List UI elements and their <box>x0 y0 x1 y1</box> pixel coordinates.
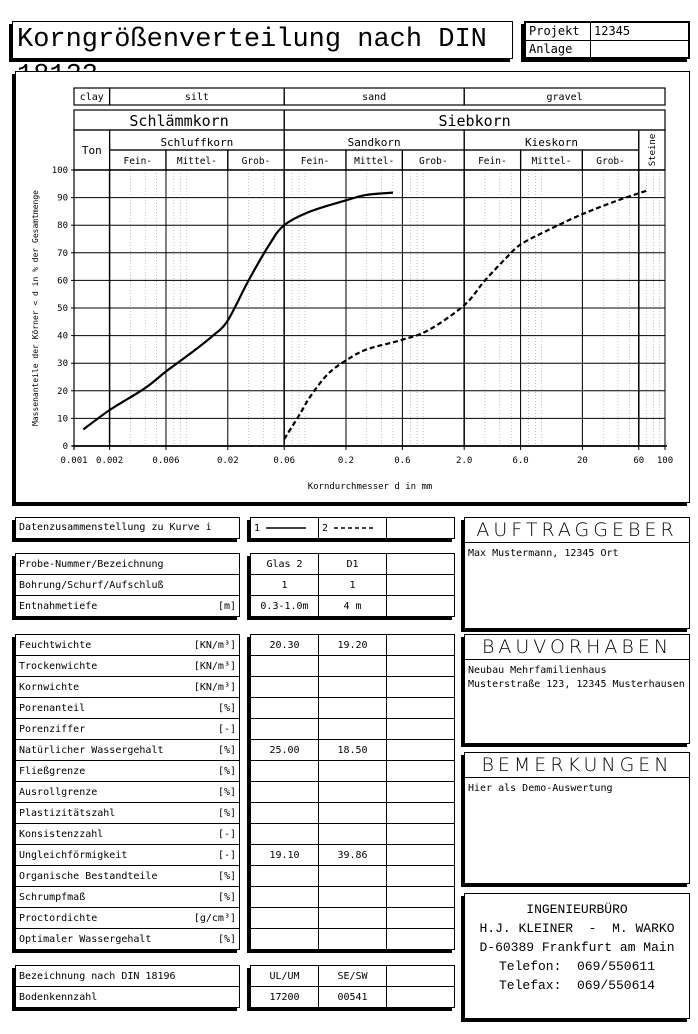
property-value <box>319 929 387 950</box>
property-value <box>387 761 455 782</box>
property-label: Natürlicher Wassergehalt [%] <box>16 740 240 761</box>
property-value <box>319 698 387 719</box>
tiefe-value-1: 0.3-1.0m <box>251 596 319 617</box>
property-row <box>251 782 455 803</box>
property-value <box>319 908 387 929</box>
office-phone: Telefon: 069/550611 <box>498 959 656 974</box>
property-value <box>387 845 455 866</box>
property-row <box>251 761 455 782</box>
property-value <box>251 908 319 929</box>
y-axis-label: Massenanteile der Körner < d in % der Gesamtmenge <box>31 189 40 427</box>
bodenkennzahl-value-1: 17200 <box>251 987 319 1008</box>
sample-labels <box>15 553 240 617</box>
x-tick-label: 0.02 <box>216 456 239 466</box>
din18196-value-1: UL/UM <box>251 966 319 987</box>
subgroup-label: Fein- <box>300 156 330 167</box>
bemerkungen-section <box>464 752 690 884</box>
property-value <box>319 719 387 740</box>
english-class-label: sand <box>362 92 387 103</box>
bodenkennzahl-label: Bodenkennzahl <box>16 987 240 1008</box>
property-label: Ausrollgrenze [%] <box>16 782 240 803</box>
property-value <box>251 824 319 845</box>
classification-labels <box>15 965 240 1008</box>
property-value <box>251 719 319 740</box>
property-label: Kornwichte [KN/m³] <box>16 677 240 698</box>
property-value <box>387 656 455 677</box>
property-label: Optimaler Wassergehalt [%] <box>16 929 240 950</box>
probe-value-1: Glas 2 <box>251 554 319 575</box>
property-row <box>251 866 455 887</box>
property-value <box>319 866 387 887</box>
property-value <box>251 887 319 908</box>
office-address: D-60389 Frankfurt am Main <box>479 940 675 955</box>
english-class-label: clay <box>79 92 104 103</box>
x-tick-label: 0.001 <box>60 456 88 466</box>
classification-header <box>74 88 665 170</box>
property-value <box>387 782 455 803</box>
subgroup-label: Mittel- <box>176 156 217 167</box>
y-tick-label: 40 <box>57 331 68 342</box>
property-values <box>250 634 455 950</box>
property-value <box>387 887 455 908</box>
property-value <box>387 719 455 740</box>
property-row <box>251 908 455 929</box>
property-value <box>319 803 387 824</box>
property-row <box>251 677 455 698</box>
y-tick-label: 20 <box>57 386 68 397</box>
x-tick-label: 60 <box>633 456 645 466</box>
property-value <box>251 656 319 677</box>
property-row <box>251 719 455 740</box>
y-tick-label: 90 <box>57 193 68 204</box>
subgroup-label: Fein- <box>123 156 153 167</box>
property-value <box>251 677 319 698</box>
property-value: 19.10 <box>251 845 319 866</box>
property-value <box>387 698 455 719</box>
subgroup-label: Grob- <box>241 156 271 167</box>
property-value <box>387 740 455 761</box>
din18196-label: Bezeichnung nach DIN 18196 <box>16 966 240 987</box>
group-label-steine: Steine <box>647 133 658 167</box>
x-tick-label: 100 <box>656 456 674 466</box>
y-tick-label: 60 <box>57 276 68 287</box>
group-label: Kieskorn <box>524 136 578 149</box>
summary-header-label: Datenzusammenstellung zu Kurve i <box>15 517 240 539</box>
bauvorhaben-section <box>464 634 690 744</box>
property-value: 18.50 <box>319 740 387 761</box>
x-tick-label: 6.0 <box>512 456 529 466</box>
x-tick-label: 0.002 <box>96 456 124 466</box>
auftraggeber-heading: AUFTRAGGEBER <box>465 518 689 543</box>
property-value <box>319 824 387 845</box>
property-value: 19.20 <box>319 635 387 656</box>
property-label: Ungleichförmigkeit [-] <box>16 845 240 866</box>
group-label: Sandkorn <box>347 136 401 149</box>
anlage-label: Anlage <box>526 40 591 58</box>
property-value <box>319 761 387 782</box>
x-tick-label: 0.006 <box>152 456 180 466</box>
property-value <box>251 698 319 719</box>
auftraggeber-section <box>464 517 690 629</box>
y-tick-label: 100 <box>51 166 68 176</box>
property-row <box>251 740 455 761</box>
property-labels <box>15 634 240 950</box>
property-row <box>251 635 455 656</box>
main-class-label: Siebkorn <box>438 112 511 130</box>
probe-value-3 <box>387 554 455 575</box>
solid-line-sample <box>266 525 306 531</box>
bauvorhaben-heading: BAUVORHABEN <box>465 635 689 660</box>
chart-grid <box>74 170 665 446</box>
property-value <box>387 866 455 887</box>
x-tick-label: 0.06 <box>273 456 296 466</box>
property-label: Fließgrenze [%] <box>16 761 240 782</box>
group-label: Ton <box>81 144 102 157</box>
bohrung-value-3 <box>387 575 455 596</box>
subgroup-label: Grob- <box>596 156 625 167</box>
property-value: 20.30 <box>251 635 319 656</box>
sample-values <box>250 553 455 617</box>
bemerkungen-line: Hier als Demo-Auswertung <box>468 783 613 794</box>
y-tick-label: 80 <box>57 221 68 232</box>
x-tick-label: 20 <box>576 456 588 466</box>
property-label: Konsistenzzahl [-] <box>16 824 240 845</box>
property-value <box>251 929 319 950</box>
subgroup-label: Fein- <box>478 156 507 167</box>
property-value <box>251 866 319 887</box>
y-tick-label: 50 <box>57 304 68 314</box>
bodenkennzahl-value-3 <box>387 987 455 1008</box>
group-label: Schluffkorn <box>160 136 234 149</box>
subgroup-label: Grob- <box>418 156 448 167</box>
property-row <box>251 845 455 866</box>
legend-curve-1: 1 <box>251 518 319 539</box>
property-value <box>387 635 455 656</box>
x-tick-label: 0.6 <box>394 456 411 466</box>
engineering-office-box <box>464 893 690 1019</box>
y-tick-label: 30 <box>57 359 68 370</box>
document-title: Korngrößenverteilung nach DIN <box>12 21 513 59</box>
property-row <box>251 824 455 845</box>
property-label: Trockenwichte [KN/m³] <box>16 656 240 677</box>
tiefe-value-2: 4 m <box>319 596 387 617</box>
tiefe-label: Entnahmetiefe [m] <box>16 596 240 617</box>
english-class-label: silt <box>184 92 209 103</box>
y-tick-label: 0 <box>62 442 68 452</box>
legend-curve-3 <box>387 518 455 539</box>
main-class-label: Schlämmkorn <box>129 112 229 130</box>
property-row <box>251 887 455 908</box>
auftraggeber-line: Max Mustermann, 12345 Ort <box>468 548 619 559</box>
classification-values <box>250 965 455 1008</box>
probe-label: Probe-Nummer/Bezeichnung <box>16 554 240 575</box>
property-value <box>251 803 319 824</box>
property-row <box>251 656 455 677</box>
curve-legend <box>250 517 455 539</box>
probe-value-2: D1 <box>319 554 387 575</box>
office-fax: Telefax: 069/550614 <box>498 978 656 993</box>
office-partners: H.J. KLEINER - M. WARKO <box>479 921 675 936</box>
property-value <box>387 929 455 950</box>
property-value <box>387 908 455 929</box>
bohrung-value-2: 1 <box>319 575 387 596</box>
din18196-value-3 <box>387 966 455 987</box>
english-class-label: gravel <box>546 92 583 103</box>
bauvorhaben-line: Musterstraße 123, 12345 Musterhausen <box>468 679 685 690</box>
din18196-value-2: SE/SW <box>319 966 387 987</box>
property-row <box>251 698 455 719</box>
property-value <box>319 887 387 908</box>
y-tick-label: 70 <box>57 248 68 259</box>
property-label: Feuchtwichte [KN/m³] <box>16 635 240 656</box>
property-value <box>319 677 387 698</box>
subgroup-label: Mittel- <box>531 156 572 167</box>
tiefe-value-3 <box>387 596 455 617</box>
bohrung-value-1: 1 <box>251 575 319 596</box>
property-value <box>251 761 319 782</box>
property-value <box>319 782 387 803</box>
x-axis-label: Korndurchmesser d in mm <box>307 482 433 492</box>
property-label: Organische Bestandteile [%] <box>16 866 240 887</box>
property-value <box>251 782 319 803</box>
property-value <box>387 677 455 698</box>
property-row <box>251 929 455 950</box>
property-value <box>387 803 455 824</box>
property-value: 39.86 <box>319 845 387 866</box>
property-label: Schrumpfmaß [%] <box>16 887 240 908</box>
bohrung-label: Bohrung/Schurf/Aufschluß <box>16 575 240 596</box>
property-value: 25.00 <box>251 740 319 761</box>
grain-size-chart <box>0 0 698 510</box>
property-label: Plastizitätszahl [%] <box>16 803 240 824</box>
dashed-line-sample <box>334 525 374 531</box>
property-value <box>319 656 387 677</box>
property-row <box>251 803 455 824</box>
legend-curve-2: 2 <box>319 518 387 539</box>
bodenkennzahl-value-2: 00541 <box>319 987 387 1008</box>
projekt-label: Projekt <box>526 23 591 41</box>
property-label: Porenziffer [-] <box>16 719 240 740</box>
x-tick-label: 0.2 <box>337 456 355 466</box>
bauvorhaben-line: Neubau Mehrfamilienhaus <box>468 665 607 676</box>
property-label: Porenanteil [%] <box>16 698 240 719</box>
office-name: INGENIEURBÜRO <box>526 902 628 917</box>
bemerkungen-heading: BEMERKUNGEN <box>465 753 689 778</box>
subgroup-label: Mittel- <box>354 156 395 167</box>
x-tick-label: 2.0 <box>456 456 473 466</box>
y-tick-label: 10 <box>57 414 68 425</box>
property-value <box>387 824 455 845</box>
projekt-value: 12345 <box>591 23 689 41</box>
property-label: Proctordichte [g/cm³] <box>16 908 240 929</box>
